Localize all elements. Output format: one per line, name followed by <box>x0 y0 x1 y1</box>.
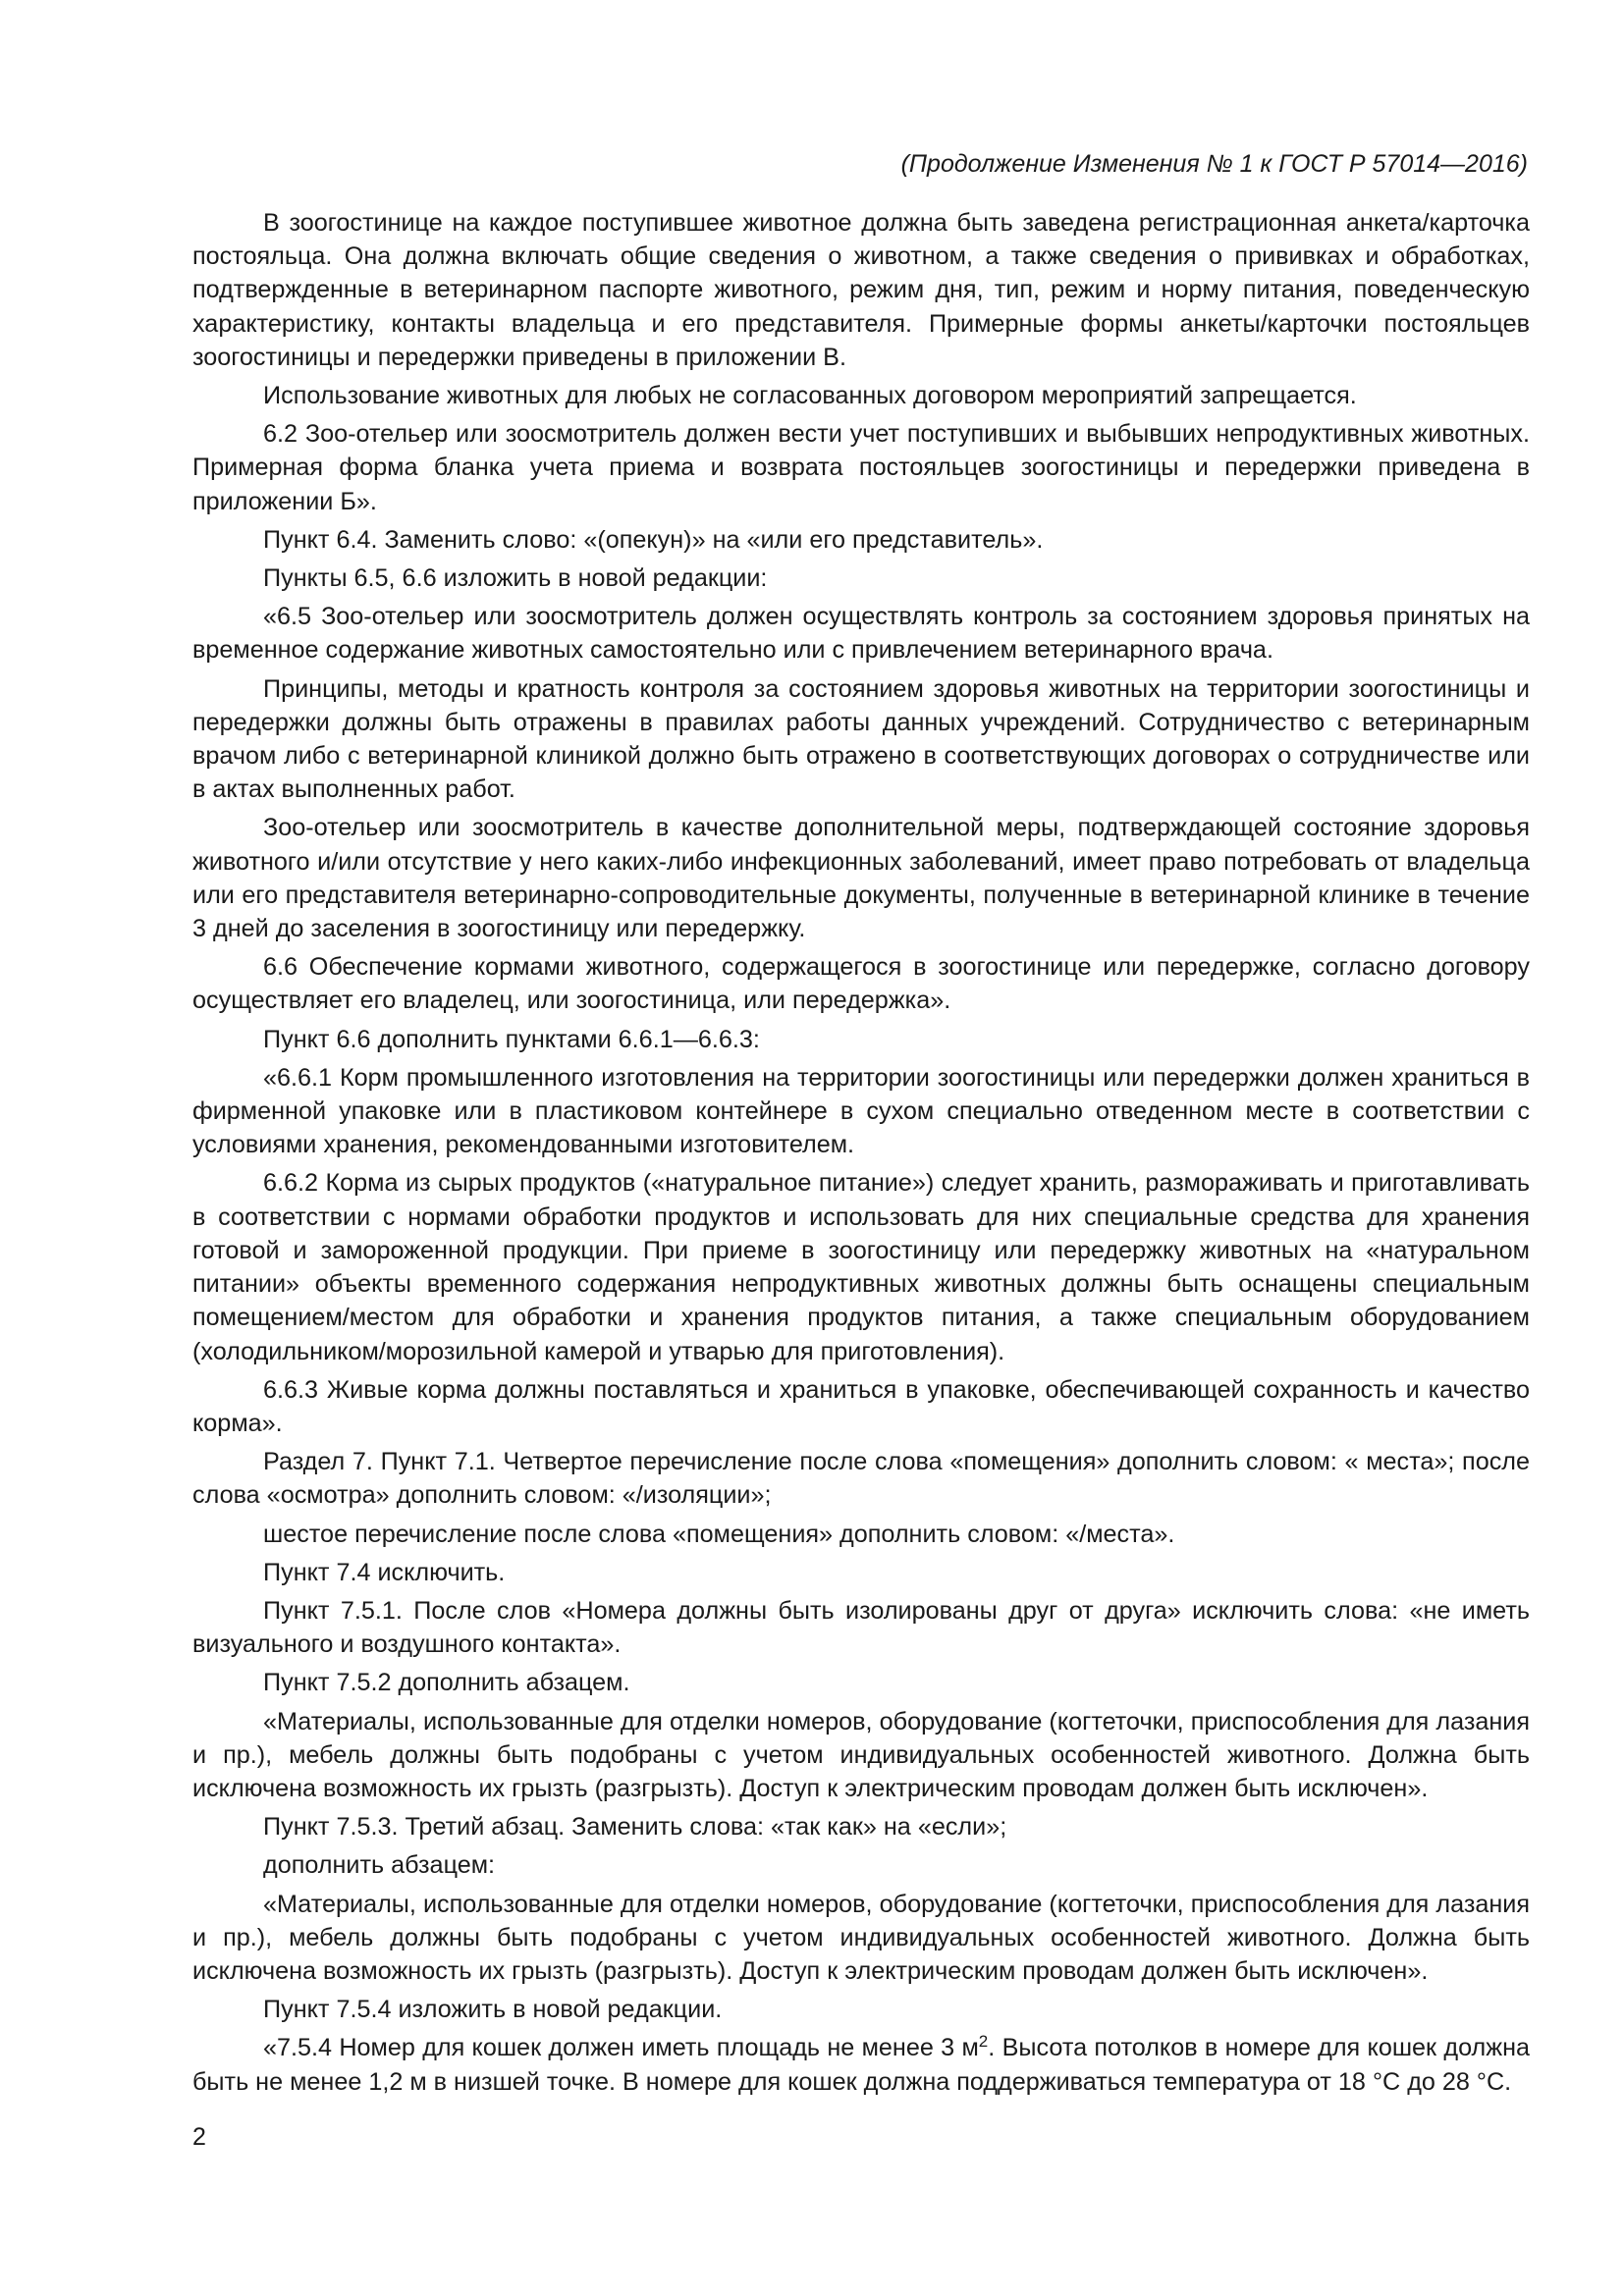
paragraph-section-7-1: Раздел 7. Пункт 7.1. Четвертое перечисление после слова «помещения» дополнить словом: « места»; после слова «осмотра» дополнить словом: «/изоляции»; <box>192 1448 1530 1510</box>
paragraph-6-6-2: 6.6.2 Корма из сырых продуктов («натуральное питание») следует хранить, размораживать и приготавливать в соответствии с нормами обработки продуктов и использовать для них специальные средства для хранения готовой и замороженной продукции. При приеме в зоогостиницу или передержку животных на «натуральном питании» объекты временного содержания непродуктивных животных должны быть оснащены специальным помещением/местом для обработки и хранения продуктов питания, а также специальным оборудованием (холодильником/морозильной камерой и утварью для приготовления). <box>192 1169 1530 1365</box>
document-continuation-header: (Продолжение Изменения № 1 к ГОСТ Р 57014—2016) <box>900 150 1528 178</box>
paragraph-item-7-5-2: Пункт 7.5.2 дополнить абзацем. <box>263 1669 630 1697</box>
paragraph-item-7-4: Пункт 7.4 исключить. <box>263 1558 506 1586</box>
superscript-2: 2 <box>978 2032 989 2052</box>
paragraph-7-5-4-continuation: . Высота потолков в номере для кошек должна быть не менее 1,2 м в низшей точке. В номере для кошек должна поддерживаться температура от 18 °С до 28 °С. <box>192 2034 1530 2096</box>
paragraph-6-6-3: 6.6.3 Живые корма должны поставляться и храниться в упаковке, обеспечивающей сохранность и качество корма». <box>192 1375 1530 1437</box>
paragraph-usage-prohibited: Использование животных для любых не согласованных договором мероприятий запрещается. <box>263 382 1357 410</box>
paragraph-items-6-5-6-6: Пункты 6.5, 6.6 изложить в новой редакции: <box>263 564 768 593</box>
page-number: 2 <box>192 2123 206 2151</box>
paragraph-vet-documents: Зоо-отельер или зоосмотритель в качестве дополнительной меры, подтверждающей состояние здоровья животного и/или отсутствие у него каких-либо инфекционных заболеваний, имеет право потребовать от владельца или его представителя ветеринарно-сопроводительные документы, полученные в ветеринарной клинике в течение 3 дней до заселения в зоогостиницу или передержку. <box>192 814 1530 943</box>
paragraph-health-control: Принципы, методы и кратность контроля за состоянием здоровья животных на территории зоогостиницы и передержки должны быть отражены в правилах работы данных учреждений. Сотрудничество с ветеринарным врачом либо с ветеринарной клиникой должно быть отражено в соответствующих договорах о сотрудничестве или в актах выполненных работ. <box>192 674 1530 804</box>
paragraph-6-2: 6.2 Зоо-отельер или зоосмотритель должен вести учет поступивших и выбывших непродуктивных животных. Примерная форма бланка учета приема и возврата постояльцев зоогостиницы и передержки приведена в приложении Б». <box>192 420 1530 515</box>
paragraph-materials-7-5-2: «Материалы, использованные для отделки номеров, оборудование (когтеточки, приспособления для лазания и пр.), мебель должны быть подобраны с учетом индивидуальных особенностей животного. Должна быть исключена возможность их грызть (разгрызть). Доступ к электрическим проводам должен быть исключен». <box>192 1707 1530 1802</box>
paragraph-7-5-4-text: «7.5.4 Номер для кошек должен иметь площадь не менее 3 м <box>263 2034 979 2062</box>
paragraph-6-6-1: «6.6.1 Корм промышленного изготовления на территории зоогостиницы или передержки должен храниться в фирменной упаковке или в пластиковом контейнере в сухом специально отведенном месте в соответствии с условиями хранения, рекомендованными изготовителем. <box>192 1063 1530 1159</box>
paragraph-item-7-5-3: Пункт 7.5.3. Третий абзац. Заменить слова: «так как» на «если»; <box>263 1813 1007 1842</box>
paragraph-materials-7-5-3: «Материалы, использованные для отделки номеров, оборудование (когтеточки, приспособления для лазания и пр.), мебель должны быть подобраны с учетом индивидуальных особенностей животного. Должна быть исключена возможность их грызть (разгрызть). Доступ к электрическим проводам должен быть исключен». <box>192 1890 1530 1985</box>
paragraph-registration-card: В зоогостинице на каждое поступившее животное должна быть заведена регистрационная анкета/карточка постояльца. Она должна включать общие сведения о животном, а также сведения о прививках и обработках, подтвержденные в ветеринарном паспорте животного, режим дня, тип, режим и норму питания, поведенческую характеристику, контакты владельца и его представителя. Примерные формы анкеты/карточки постояльцев зоогостиницы и передержки приведены в приложении В. <box>192 209 1530 371</box>
paragraph-item-7-5-1: Пункт 7.5.1. После слов «Номера должны быть изолированы друг от друга» исключить слова: «не иметь визуального и воздушного контакта». <box>192 1596 1530 1659</box>
paragraph-7-5-4 <box>192 2031 1530 2098</box>
paragraph-item-6-4: Пункт 6.4. Заменить слово: «(опекун)» на «или его представитель». <box>263 525 1044 554</box>
paragraph-add-paragraph: дополнить абзацем: <box>263 1851 496 1880</box>
paragraph-sixth-enumeration: шестое перечисление после слова «помещения» дополнить словом: «/места». <box>263 1520 1175 1548</box>
paragraph-6-6: 6.6 Обеспечение кормами животного, содержащегося в зоогостинице или передержке, согласно договору осуществляет его владелец, или зоогостиница, или передержка». <box>192 953 1530 1015</box>
document-body <box>192 206 1530 2104</box>
paragraph-item-7-5-4: Пункт 7.5.4 изложить в новой редакции. <box>263 1996 723 2024</box>
paragraph-item-6-6-supplement: Пункт 6.6 дополнить пунктами 6.6.1—6.6.3: <box>263 1025 760 1053</box>
paragraph-6-5: «6.5 Зоо-отельер или зоосмотритель должен осуществлять контроль за состоянием здоровья принятых на временное содержание животных самостоятельно или с привлечением ветеринарного врача. <box>192 603 1530 665</box>
